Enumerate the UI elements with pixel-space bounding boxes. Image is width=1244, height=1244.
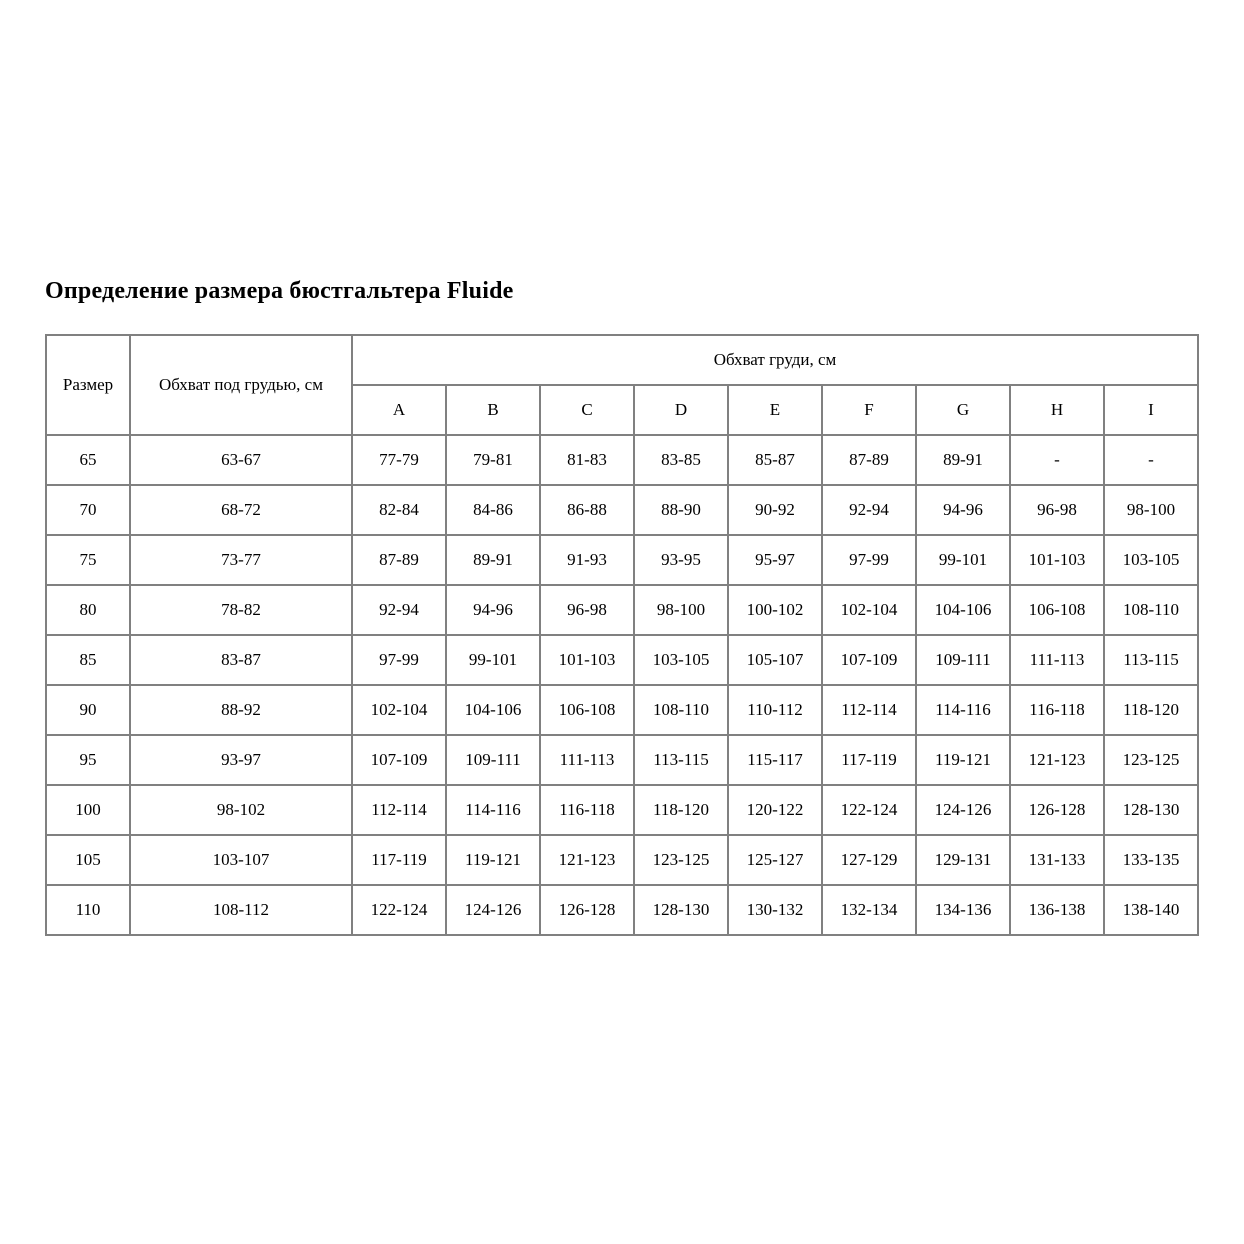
bust-range-cell: 110-112 <box>728 685 822 735</box>
bust-range-cell: 124-126 <box>916 785 1010 835</box>
column-header-size: Размер <box>46 335 130 435</box>
bust-range-cell: 126-128 <box>540 885 634 935</box>
bust-range-cell: 119-121 <box>916 735 1010 785</box>
size-cell: 95 <box>46 735 130 785</box>
table-row <box>46 485 1198 535</box>
bust-range-cell: 115-117 <box>728 735 822 785</box>
bust-range-cell: - <box>1104 435 1198 485</box>
bust-range-cell: 99-101 <box>916 535 1010 585</box>
bust-range-cell: 101-103 <box>540 635 634 685</box>
bust-range-cell: 92-94 <box>822 485 916 535</box>
bust-range-cell: 108-110 <box>1104 585 1198 635</box>
bust-range-cell: 97-99 <box>822 535 916 585</box>
bust-range-cell: 125-127 <box>728 835 822 885</box>
bust-range-cell: 97-99 <box>352 635 446 685</box>
bust-range-cell: 107-109 <box>352 735 446 785</box>
size-table-body <box>46 435 1198 935</box>
size-cell: 85 <box>46 635 130 685</box>
bust-range-cell: 106-108 <box>540 685 634 735</box>
size-cell: 105 <box>46 835 130 885</box>
table-row <box>46 635 1198 685</box>
column-header-cup-a: A <box>352 385 446 435</box>
table-row <box>46 785 1198 835</box>
bust-range-cell: 131-133 <box>1010 835 1104 885</box>
table-row <box>46 835 1198 885</box>
table-header <box>46 335 1198 435</box>
bust-range-cell: 79-81 <box>446 435 540 485</box>
bust-range-cell: 117-119 <box>822 735 916 785</box>
underbust-cell: 63-67 <box>130 435 352 485</box>
bust-range-cell: 93-95 <box>634 535 728 585</box>
bust-range-cell: 106-108 <box>1010 585 1104 635</box>
size-cell: 90 <box>46 685 130 735</box>
underbust-cell: 68-72 <box>130 485 352 535</box>
bust-range-cell: 121-123 <box>1010 735 1104 785</box>
bust-range-cell: 118-120 <box>634 785 728 835</box>
size-cell: 70 <box>46 485 130 535</box>
bust-range-cell: 108-110 <box>634 685 728 735</box>
table-row <box>46 435 1198 485</box>
size-cell: 80 <box>46 585 130 635</box>
bust-range-cell: 99-101 <box>446 635 540 685</box>
bust-range-cell: 89-91 <box>446 535 540 585</box>
bust-range-cell: 83-85 <box>634 435 728 485</box>
bust-range-cell: 100-102 <box>728 585 822 635</box>
column-header-cup-b: B <box>446 385 540 435</box>
bust-range-cell: 126-128 <box>1010 785 1104 835</box>
bust-range-cell: 94-96 <box>916 485 1010 535</box>
bust-range-cell: 117-119 <box>352 835 446 885</box>
bust-range-cell: 133-135 <box>1104 835 1198 885</box>
column-header-cup-e: E <box>728 385 822 435</box>
size-cell: 110 <box>46 885 130 935</box>
bust-range-cell: 112-114 <box>822 685 916 735</box>
underbust-cell: 78-82 <box>130 585 352 635</box>
underbust-cell: 73-77 <box>130 535 352 585</box>
size-cell: 100 <box>46 785 130 835</box>
table-row <box>46 885 1198 935</box>
bust-range-cell: 109-111 <box>446 735 540 785</box>
underbust-cell: 103-107 <box>130 835 352 885</box>
bust-range-cell: 104-106 <box>446 685 540 735</box>
bust-range-cell: 103-105 <box>634 635 728 685</box>
bust-range-cell: 90-92 <box>728 485 822 535</box>
column-header-cup-d: D <box>634 385 728 435</box>
table-row <box>46 535 1198 585</box>
bust-range-cell: 123-125 <box>1104 735 1198 785</box>
bust-range-cell: 119-121 <box>446 835 540 885</box>
bust-range-cell: 77-79 <box>352 435 446 485</box>
bust-range-cell: 96-98 <box>1010 485 1104 535</box>
bust-range-cell: 122-124 <box>352 885 446 935</box>
bust-range-cell: 109-111 <box>916 635 1010 685</box>
underbust-cell: 88-92 <box>130 685 352 735</box>
column-header-underbust: Обхват под грудью, см <box>130 335 352 435</box>
underbust-cell: 83-87 <box>130 635 352 685</box>
bust-range-cell: 134-136 <box>916 885 1010 935</box>
bust-range-cell: 120-122 <box>728 785 822 835</box>
bust-range-cell: 104-106 <box>916 585 1010 635</box>
underbust-cell: 93-97 <box>130 735 352 785</box>
bra-size-table <box>45 334 1199 936</box>
table-row <box>46 685 1198 735</box>
bust-range-cell: 114-116 <box>446 785 540 835</box>
bust-range-cell: 105-107 <box>728 635 822 685</box>
column-header-cup-i: I <box>1104 385 1198 435</box>
bust-range-cell: 94-96 <box>446 585 540 635</box>
bust-range-cell: 118-120 <box>1104 685 1198 735</box>
bust-range-cell: 88-90 <box>634 485 728 535</box>
bust-range-cell: 116-118 <box>540 785 634 835</box>
bust-range-cell: 95-97 <box>728 535 822 585</box>
bust-range-cell: 113-115 <box>1104 635 1198 685</box>
bust-range-cell: 98-100 <box>1104 485 1198 535</box>
bust-range-cell: - <box>1010 435 1104 485</box>
bust-range-cell: 129-131 <box>916 835 1010 885</box>
bust-range-cell: 102-104 <box>352 685 446 735</box>
bust-range-cell: 123-125 <box>634 835 728 885</box>
bust-range-cell: 101-103 <box>1010 535 1104 585</box>
bust-range-cell: 111-113 <box>1010 635 1104 685</box>
bust-range-cell: 128-130 <box>634 885 728 935</box>
bust-range-cell: 138-140 <box>1104 885 1198 935</box>
bust-range-cell: 132-134 <box>822 885 916 935</box>
bust-range-cell: 87-89 <box>822 435 916 485</box>
bust-range-cell: 82-84 <box>352 485 446 535</box>
size-cell: 65 <box>46 435 130 485</box>
underbust-cell: 108-112 <box>130 885 352 935</box>
column-header-bust-group: Обхват груди, см <box>352 335 1198 385</box>
table-row <box>46 735 1198 785</box>
bust-range-cell: 103-105 <box>1104 535 1198 585</box>
bust-range-cell: 124-126 <box>446 885 540 935</box>
bust-range-cell: 121-123 <box>540 835 634 885</box>
header-row-groups <box>46 335 1198 385</box>
bust-range-cell: 102-104 <box>822 585 916 635</box>
bust-range-cell: 98-100 <box>634 585 728 635</box>
bust-range-cell: 122-124 <box>822 785 916 835</box>
bust-range-cell: 128-130 <box>1104 785 1198 835</box>
bust-range-cell: 84-86 <box>446 485 540 535</box>
bust-range-cell: 89-91 <box>916 435 1010 485</box>
column-header-cup-f: F <box>822 385 916 435</box>
bust-range-cell: 112-114 <box>352 785 446 835</box>
bust-range-cell: 85-87 <box>728 435 822 485</box>
bust-range-cell: 114-116 <box>916 685 1010 735</box>
bust-range-cell: 92-94 <box>352 585 446 635</box>
column-header-cup-g: G <box>916 385 1010 435</box>
bust-range-cell: 116-118 <box>1010 685 1104 735</box>
bust-range-cell: 136-138 <box>1010 885 1104 935</box>
bust-range-cell: 81-83 <box>540 435 634 485</box>
bust-range-cell: 111-113 <box>540 735 634 785</box>
underbust-cell: 98-102 <box>130 785 352 835</box>
column-header-cup-h: H <box>1010 385 1104 435</box>
size-cell: 75 <box>46 535 130 585</box>
bust-range-cell: 113-115 <box>634 735 728 785</box>
bust-range-cell: 86-88 <box>540 485 634 535</box>
bust-range-cell: 127-129 <box>822 835 916 885</box>
bust-range-cell: 91-93 <box>540 535 634 585</box>
bust-range-cell: 130-132 <box>728 885 822 935</box>
bust-range-cell: 107-109 <box>822 635 916 685</box>
page-title: Определение размера бюстгальтера Fluide <box>45 278 514 304</box>
table-row <box>46 585 1198 635</box>
column-header-cup-c: C <box>540 385 634 435</box>
bust-range-cell: 96-98 <box>540 585 634 635</box>
bust-range-cell: 87-89 <box>352 535 446 585</box>
